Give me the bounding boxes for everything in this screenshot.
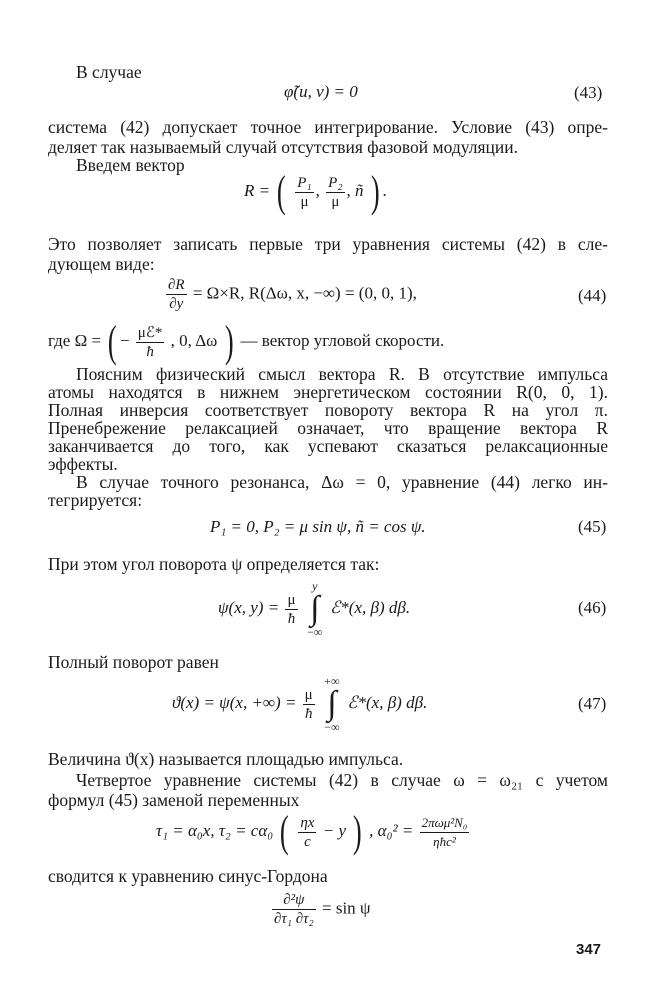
eq-part: ψ(x, y) = [218, 597, 280, 617]
equation-46 [218, 580, 410, 638]
fraction-denominator: ∂τ₁ ∂τ₂ [274, 911, 314, 927]
integral-lower-limit: −∞ [324, 720, 340, 734]
integral-sign [304, 580, 326, 638]
equation-sine-gordon [270, 891, 371, 928]
text-line: Величина ϑ(x) называется площадью импульса. [48, 749, 404, 769]
page-number: 347 [576, 941, 602, 958]
integral-lower-limit: −∞ [307, 625, 323, 639]
eq-part: , α₀² = [369, 820, 414, 840]
text-line: формул (45) заменой переменных [48, 790, 300, 810]
text-line: тегрируется: [48, 490, 143, 510]
fraction-numerator: μ [304, 686, 313, 703]
eq-part: = Ω×R, R(Δω, x, −∞) = (0, 0, 1), [192, 283, 417, 303]
fraction-numerator: ηx [300, 814, 315, 831]
fraction-numerator: P₂ [328, 174, 343, 191]
integral-sign [321, 675, 343, 733]
text-line: атомы находятся в нижнем энергетическом состоянии R(0, 0, 1). [48, 382, 608, 402]
text-line: В случае точного резонанса, Δω = 0, уравнение (44) легко ин- [76, 472, 608, 492]
text-line: дующем виде: [48, 254, 155, 274]
fraction [136, 324, 165, 361]
right-paren: ) [353, 807, 362, 856]
fraction-numerator: μ [287, 591, 296, 608]
fraction [272, 891, 316, 928]
equation-substitution [156, 807, 471, 856]
left-paren: ( [277, 167, 287, 216]
fraction [166, 276, 187, 313]
equation-R-vector: R = ( $\frac{\text{P₁}}{\mu}$ , $\frac{\text{P₂}}{\mu}$ , ñ ) . [244, 167, 387, 216]
eq-part: ℰ*(x, β) dβ. [330, 597, 411, 617]
equation-44 [164, 276, 417, 313]
text-line: Введем вектор [76, 155, 185, 175]
eq-part: ℰ*(x, β) dβ. [347, 692, 428, 712]
eq-part: − y [322, 820, 346, 840]
fraction [303, 686, 315, 723]
right-paren: ) [370, 167, 380, 216]
left-paren: ( [108, 317, 118, 366]
text-line: Поясним физический смысл вектора R. В отсутствие импульса [76, 364, 608, 384]
fraction [298, 814, 316, 851]
eq-part: = sin ψ [322, 898, 371, 918]
fraction-denominator: ħ [285, 609, 297, 628]
equation-number-44: (44) [578, 286, 607, 305]
fraction-denominator: μ [326, 192, 344, 211]
fraction-denominator: c [298, 832, 316, 851]
fraction-denominator: μ [295, 192, 313, 211]
eq-part: ϑ(x) = ψ(x, +∞) = [172, 692, 297, 712]
fraction [326, 174, 344, 211]
integral-upper-limit: y [312, 579, 318, 593]
eq-part: , 0, Δω [170, 330, 218, 350]
fraction-numerator: ∂²ψ [283, 892, 305, 908]
fraction [295, 174, 313, 211]
fraction-denominator: ħ [136, 342, 165, 361]
eq-part: — вектор угловой скорости. [240, 330, 445, 350]
text-line: При этом угол поворота ψ определяется так: [48, 554, 380, 574]
fraction-numerator: 2πωμ²N₀ [421, 814, 468, 830]
equation-number-45: (45) [578, 517, 607, 536]
fraction-denominator: ħ [303, 704, 315, 723]
eq-part: ñ [355, 180, 364, 200]
text-line: Четвертое уравнение системы (42) в случае ω = ω₂₁ с учетом [76, 770, 608, 790]
left-paren: ( [280, 807, 290, 856]
integral-upper-limit: +∞ [324, 674, 340, 688]
text-line: В случае [76, 62, 142, 82]
text-line: сводится к уравнению синус-Гордона [48, 866, 328, 886]
text-line: эффекты. [48, 454, 118, 474]
text-line: Пренебрежение релаксацией означает, что вращение вектора R [48, 418, 608, 438]
eq-part: τ₁ = α₀x, τ₂ = cα₀ [156, 820, 274, 840]
fraction-numerator: ∂R [168, 277, 185, 293]
equation-43: φ̃(u, v) = 0 [284, 82, 358, 101]
text-line: Это позволяет записать первые три уравнения системы (42) в сле- [48, 234, 608, 254]
equation-45: P₁ = 0, P₂ = μ sin ψ, ñ = cos ψ. [210, 517, 426, 536]
fraction-numerator: P₁ [297, 174, 312, 191]
fraction [285, 591, 297, 628]
equation-number-43: (43) [574, 83, 603, 102]
equation-number-46: (46) [578, 598, 607, 617]
omega-definition: где Ω = ( − $\frac{\text{μℰ*}}{ħ}$ , 0, Δω ) — вектор угловой скорости. [48, 317, 445, 366]
text-line: Полный поворот равен [48, 652, 219, 672]
fraction-numerator: μℰ* [137, 324, 163, 341]
fraction-denominator: ηħc² [420, 832, 470, 851]
text-line: деляет так называемый случай отсутствия фазовой модуляции. [48, 137, 519, 157]
fraction [420, 814, 470, 851]
fraction-denominator: ∂y [166, 294, 187, 313]
equation-number-47: (47) [578, 694, 607, 713]
equation-47 [172, 675, 427, 733]
eq-part: R = [244, 180, 271, 200]
right-paren: ) [224, 317, 234, 366]
text-line: система (42) допускает точное интегрирование. Условие (43) опре- [48, 117, 608, 137]
eq-part: где Ω = [48, 330, 102, 350]
text-line: заканчивается до того, как успевают сказаться релаксационные [48, 436, 608, 456]
text-line: Полная инверсия соответствует повороту вектора R на угол π. [48, 400, 608, 420]
integral-symbol: ∫ [310, 590, 320, 627]
integral-symbol: ∫ [327, 685, 337, 722]
